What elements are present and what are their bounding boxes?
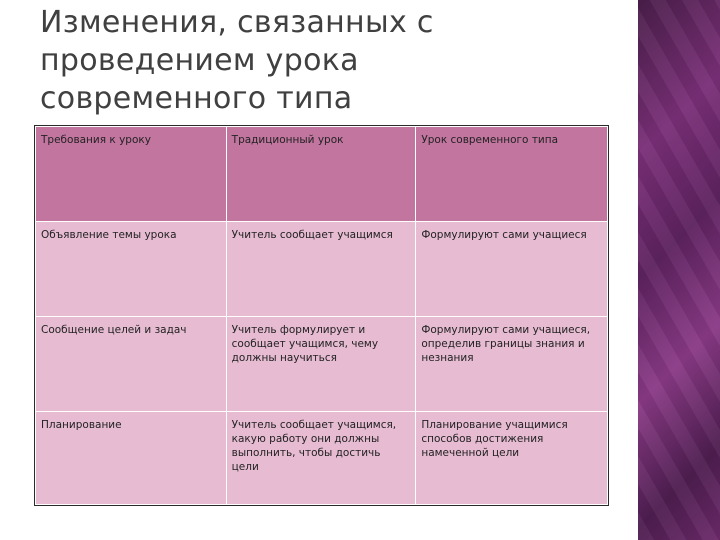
table-cell: Формулируют сами учащиеся [416,222,608,317]
table-row [36,222,608,317]
table-cell: Учитель сообщает учащимся [226,222,416,317]
table-cell: Учитель формулирует и сообщает учащимся, чему должны научиться [226,317,416,412]
title-line-3: современного типа [40,81,353,116]
comparison-table [35,126,608,505]
header-cell-modern: Урок современного типа [416,127,608,222]
table-cell: Планирование учащимися способов достижения намеченной цели [416,412,608,505]
table-cell: Формулируют сами учащиеся, определив границы знания и незнания [416,317,608,412]
table-cell: Планирование [36,412,227,505]
title-line-2: проведением урока [40,43,359,78]
decorative-side-panel [638,0,720,540]
table-cell: Сообщение целей и задач [36,317,227,412]
table-cell: Объявление темы урока [36,222,227,317]
table-row [36,317,608,412]
slide-title [40,4,580,118]
table-header-row [36,127,608,222]
title-line-1: Изменения, связанных с [40,5,434,40]
header-cell-traditional: Традиционный урок [226,127,416,222]
header-cell-requirements: Требования к уроку [36,127,227,222]
table-row [36,412,608,505]
table-cell: Учитель сообщает учащимся, какую работу они должны выполнить, чтобы достичь цели [226,412,416,505]
